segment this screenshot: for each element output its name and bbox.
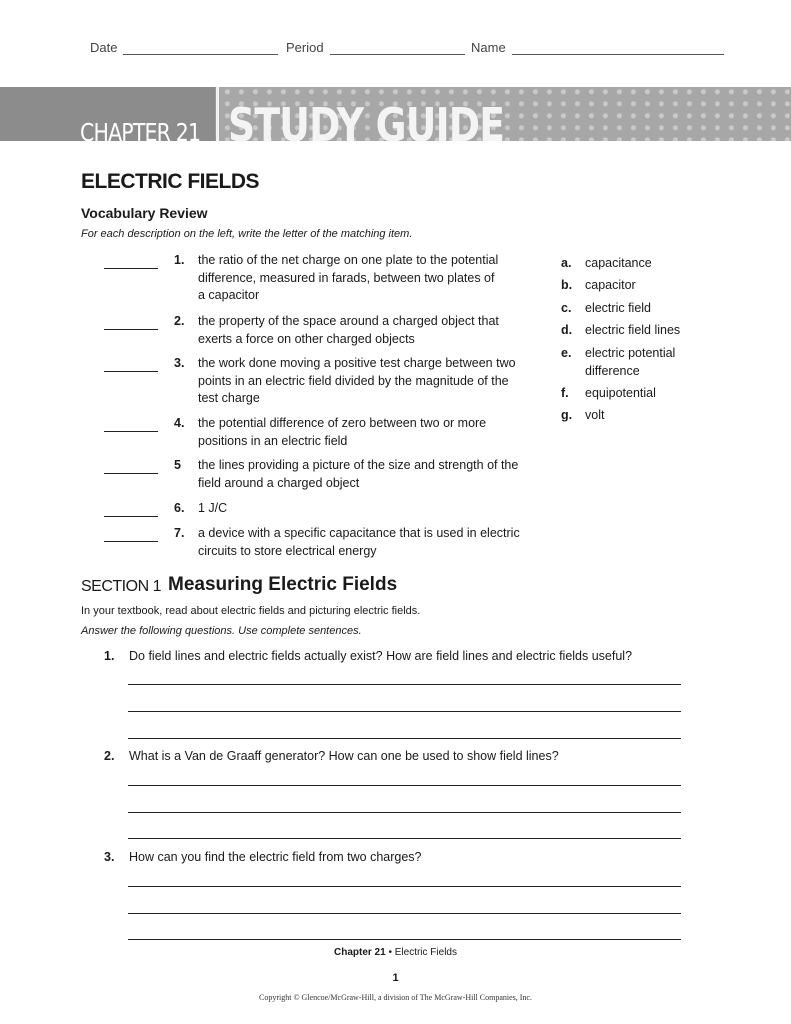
item-description: the ratio of the net charge on one plate to the potential difference, measured in farads, between two plates of a capacitor (198, 253, 499, 302)
bullet-icon: • (388, 947, 392, 958)
period-field[interactable] (286, 40, 465, 55)
answer-line[interactable] (128, 785, 681, 786)
section-intro: In your textbook, read about electric fields and picturing electric fields. (81, 605, 421, 617)
term-letter: a. (561, 256, 572, 270)
vocab-heading: Vocabulary Review (81, 205, 208, 221)
question-text: How can you find the electric field from two charges? (129, 850, 422, 864)
answer-blank[interactable] (104, 419, 158, 432)
item-description: 1 J/C (198, 501, 228, 515)
answer-line[interactable] (128, 838, 681, 839)
term: capacitance (585, 256, 652, 270)
term: capacitor (585, 278, 636, 292)
item-number: 1. (174, 253, 185, 267)
answer-line[interactable] (128, 711, 681, 712)
answer-blank[interactable] (104, 256, 158, 269)
question-text: Do field lines and electric fields actually exist? How are field lines and electric fields useful? (129, 649, 633, 663)
item-number: 2. (174, 314, 185, 328)
term-letter: d. (561, 323, 573, 337)
item-number: 7. (174, 526, 185, 540)
vocab-instruction: For each description on the left, write the letter of the matching item. (81, 228, 413, 240)
answer-blank[interactable] (104, 359, 158, 372)
chapter-label: CHAPTER 21 (80, 118, 201, 147)
section-instruction: Answer the following questions. Use complete sentences. (81, 625, 362, 637)
date-blank[interactable] (123, 40, 278, 55)
answer-blank[interactable] (104, 529, 158, 542)
item-number: 6. (174, 501, 185, 515)
answer-line[interactable] (128, 913, 681, 914)
date-label: Date (90, 40, 118, 55)
name-field[interactable] (471, 40, 724, 55)
term: electric potential difference (585, 346, 676, 378)
answer-blank[interactable] (104, 504, 158, 517)
answer-blank[interactable] (104, 317, 158, 330)
term-letter: b. (561, 278, 573, 292)
footer-topic: Electric Fields (394, 947, 457, 958)
page-title: ELECTRIC FIELDS (81, 170, 260, 193)
name-label: Name (471, 40, 506, 55)
answer-line[interactable] (128, 684, 681, 685)
section-title: Measuring Electric Fields (168, 574, 398, 595)
term-letter: c. (561, 301, 572, 315)
item-description: the work done moving a positive test charge between two points in an electric field divided by the magnitude of the test charge (198, 356, 516, 405)
item-description: the potential difference of zero between two or more positions in an electric field (198, 416, 487, 448)
term: equipotential (585, 386, 656, 400)
item-number: 5 (174, 458, 181, 472)
footer-chapter-label: Chapter 21 (333, 947, 386, 958)
copyright: Copyright © Glencoe/McGraw-Hill, a division of The McGraw-Hill Companies, Inc. (259, 993, 532, 1002)
item-description: the property of the space around a charged object that exerts a force on other charged objects (198, 314, 499, 346)
question-number: 2. (104, 749, 115, 763)
answer-line[interactable] (128, 812, 681, 813)
section-label: SECTION 1 (81, 578, 161, 595)
answer-line[interactable] (128, 886, 681, 887)
term: volt (585, 408, 605, 422)
period-blank[interactable] (330, 40, 465, 55)
item-description: the lines providing a picture of the size and strength of the field around a charged object (198, 458, 519, 490)
item-number: 3. (174, 356, 185, 370)
item-description: a device with a specific capacitance that is used in electric circuits to store electrical energy (198, 526, 520, 558)
date-field[interactable] (90, 40, 278, 55)
term-letter: g. (561, 408, 573, 422)
term: electric field lines (585, 323, 681, 337)
answer-line[interactable] (128, 939, 681, 940)
question-number: 1. (104, 649, 115, 663)
study-guide-label: STUDY GUIDE (228, 98, 505, 152)
answer-blank[interactable] (104, 461, 158, 474)
page-number: 1 (392, 972, 399, 984)
period-label: Period (286, 40, 324, 55)
term-letter: f. (561, 386, 569, 400)
term-letter: e. (561, 346, 572, 360)
question-text: What is a Van de Graaff generator? How can one be used to show field lines? (129, 749, 559, 763)
term: electric field (585, 301, 651, 315)
answer-line[interactable] (128, 738, 681, 739)
item-number: 4. (174, 416, 185, 430)
question-number: 3. (104, 850, 115, 864)
name-blank[interactable] (512, 40, 724, 55)
footer-chapter (0, 947, 791, 958)
